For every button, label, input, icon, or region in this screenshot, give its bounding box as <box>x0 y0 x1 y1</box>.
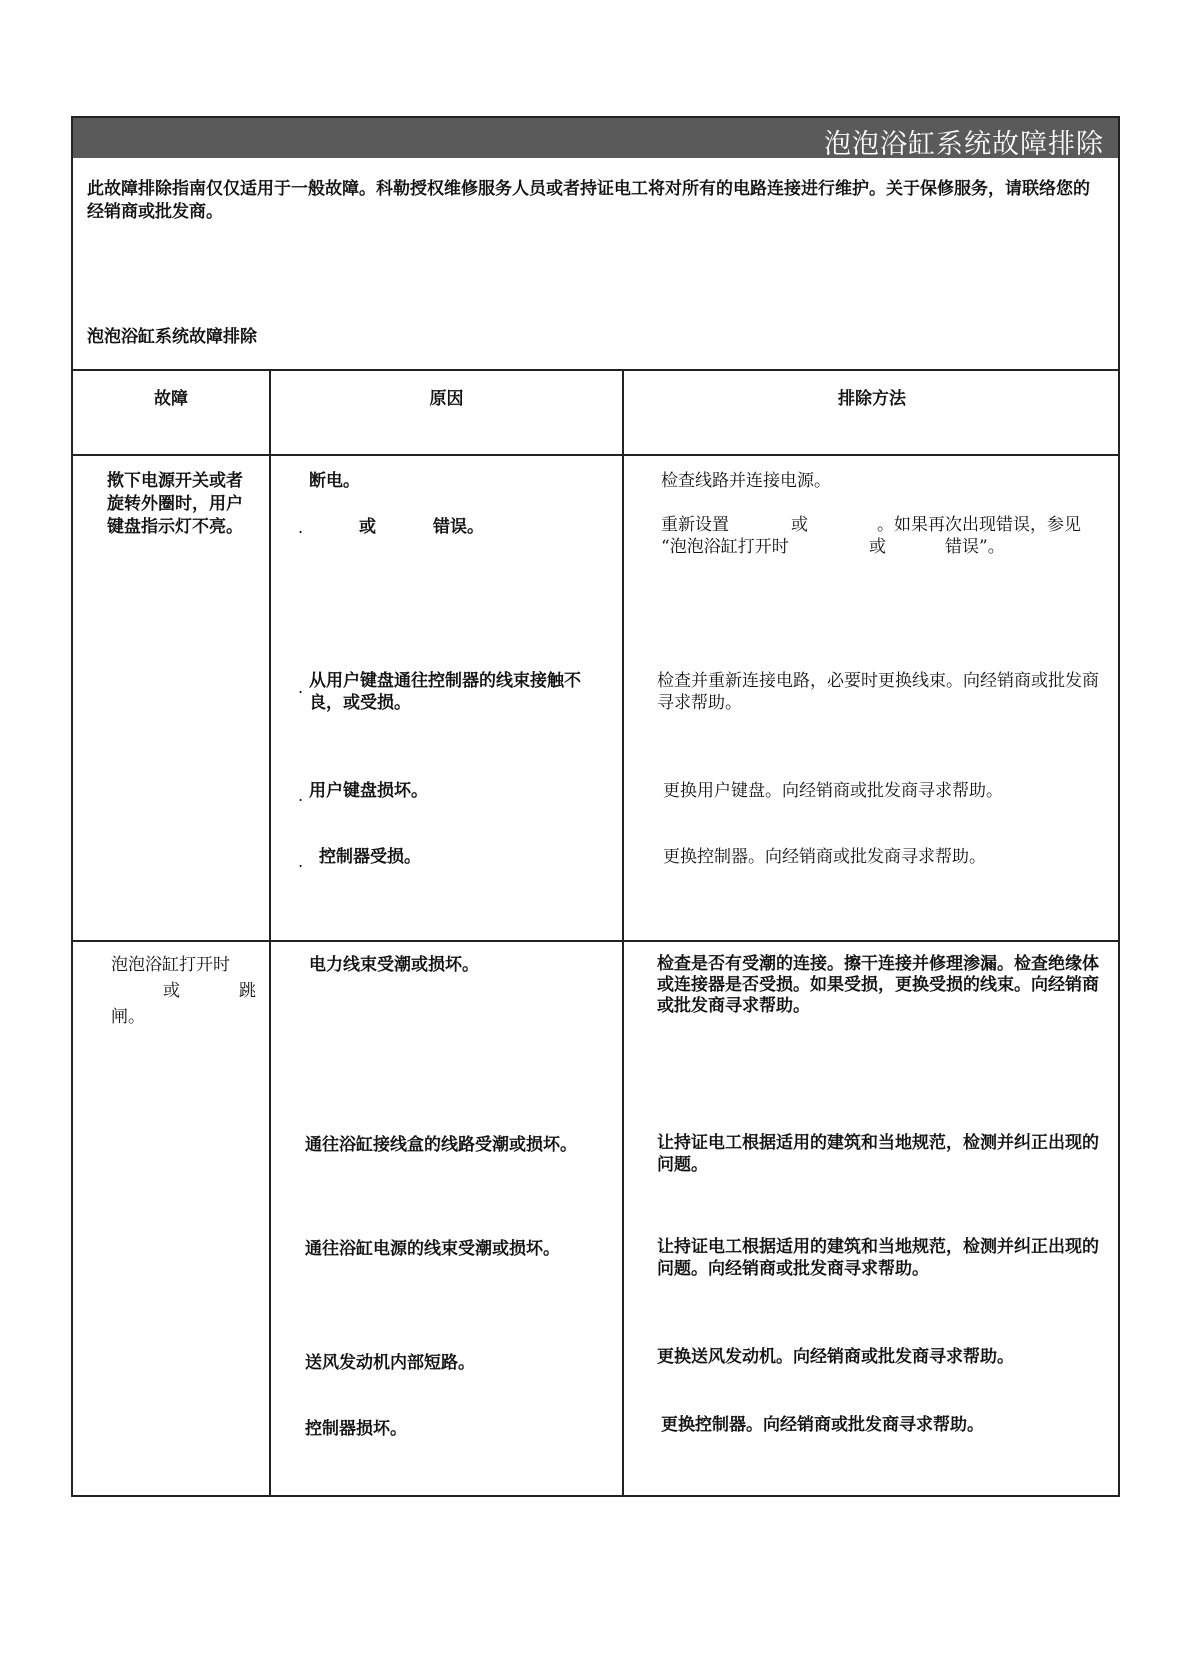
row2-solution-electrician: 让持证电工根据适用的建筑和当地规范，检测并纠正出现的问题。 <box>657 1133 1099 1175</box>
row2-symptom-trip: 跳 <box>239 981 256 1001</box>
row2-solution-blower: 更换送风发动机。向经销商或批发商寻求帮助。 <box>657 1347 1014 1367</box>
row2-cause-blower: 送风发动机内部短路。 <box>305 1353 475 1373</box>
row1-solution-harness: 检查并重新连接电路，必要时更换线束。向经销商或批发商寻求帮助。 <box>657 671 1099 713</box>
header-cause: 原因 <box>429 389 464 409</box>
row2-cause-controller: 控制器损坏。 <box>305 1419 407 1439</box>
row1-cause-or: 或 <box>359 517 376 537</box>
row2-cause-junction: 通往浴缸接线盒的线路受潮或损坏。 <box>305 1135 577 1155</box>
row2-cause-power-harness: 电力线束受潮或损坏。 <box>309 955 479 975</box>
row2-symptom-end: 闸。 <box>111 1007 145 1027</box>
row1-solution-keypad: 更换用户键盘。向经销商或批发商寻求帮助。 <box>663 781 1003 801</box>
header-symptom: 故障 <box>154 389 188 409</box>
row1-solution-ref-or: 或 <box>869 537 886 557</box>
header-solution: 排除方法 <box>838 389 906 409</box>
row1-cause-harness: 从用户键盘通往控制器的线束接触不良，或受损。 <box>309 671 581 713</box>
row1-cause-keypad: 用户键盘损坏。 <box>309 781 428 801</box>
section-subtitle: 泡泡浴缸系统故障排除 <box>87 327 257 347</box>
row1-symptom: 揿下电源开关或者旋转外圈时，用户键盘指示灯不亮。 <box>107 471 243 537</box>
intro-paragraph: 此故障排除指南仅仅适用于一般故障。科勒授权维修服务人员或者持证电工将对所有的电路连接进行维护。关于保修服务，请联络您的经销商或批发商。 <box>87 179 1090 222</box>
row2-symptom-or: 或 <box>163 981 180 1001</box>
row1-cause-error: 错误。 <box>433 517 484 537</box>
row1-solution-ref-error: 错误”。 <box>945 537 1005 557</box>
troubleshooting-frame: 泡泡浴缸系统故障排除 此故障排除指南仅仅适用于一般故障。科勒授权维修服务人员或者持证电工将对所有的电路连接进行维护。关于保修服务，请联络您的经销商或批发商。 泡泡浴缸系统故障排除 故障 原因 排除方法 揿下电源开关或者旋转外圈时，用户键盘指示灯不亮。 断电。 . 或 错误。 . 从用户键盘通往控制器的线束接触不良，或受损。 . 用户键盘损坏。 . 控制器受损。 检查线路并连接电源。 重新设置 或 。如果再次出现错误，参见 “泡泡浴缸打开时 或 错误”。 检查并重新连接电路，必要时更换线束。向经销商或批发商寻求帮助。 更换用户键盘。向经销商或批发商寻求帮助。 更换控制器。向经销商或批发商寻求帮助。 泡泡浴缸打开时 或 跳 闸。 电力线束受潮或损坏。 通往浴缸接线盒的线路受潮或损坏。 通往浴缸电源的线束受潮或损坏。 送风发动机内部短路。 控制器损坏。 检查是否有受潮的连接。擦干连接并修理渗漏。检查绝缘体或连接器是否受损。如果受损，更换受损的线束。向经销商或批发商寻求帮助。 让持证电工根据适用的建筑和当地规范，检测并纠正出现的问题。 让持证电工根据适用的建筑和当地规范，检测并纠正出现的问题。向经销商或批发商寻求帮助。 更换送风发动机。向经销商或批发商寻求帮助。 更换控制器。向经销商或批发商寻求帮助。 <box>71 116 1120 1497</box>
table-header-divider <box>73 454 1118 456</box>
row1-cause-controller: 控制器受损。 <box>319 847 421 867</box>
row1-solution-reset: 重新设置 <box>661 515 729 535</box>
table-row-divider <box>73 940 1118 942</box>
row1-cause-power-off: 断电。 <box>309 471 360 491</box>
column-divider-2 <box>622 369 624 1497</box>
row1-solution-ref: “泡泡浴缸打开时 <box>661 537 789 557</box>
header-title: 泡泡浴缸系统故障排除 <box>824 129 1104 160</box>
row2-symptom-line1: 泡泡浴缸打开时 <box>111 955 230 975</box>
row2-solution-electrician-help: 让持证电工根据适用的建筑和当地规范，检测并纠正出现的问题。向经销商或批发商寻求帮助。 <box>657 1237 1099 1279</box>
row1-solution-controller: 更换控制器。向经销商或批发商寻求帮助。 <box>663 847 986 867</box>
table-top-border <box>73 369 1118 371</box>
row2-solution-inspect: 检查是否有受潮的连接。擦干连接并修理渗漏。检查绝缘体或连接器是否受损。如果受损，更换受损的线束。向经销商或批发商寻求帮助。 <box>657 954 1099 1016</box>
header-bar <box>73 118 1118 158</box>
row1-solution-see: 。如果再次出现错误，参见 <box>877 515 1081 535</box>
row2-solution-controller: 更换控制器。向经销商或批发商寻求帮助。 <box>661 1415 984 1435</box>
row1-solution-check-power: 检查线路并连接电源。 <box>661 471 831 491</box>
row1-solution-or: 或 <box>791 515 808 535</box>
row2-cause-supply-harness: 通往浴缸电源的线束受潮或损坏。 <box>305 1239 560 1259</box>
column-divider-1 <box>269 369 271 1497</box>
